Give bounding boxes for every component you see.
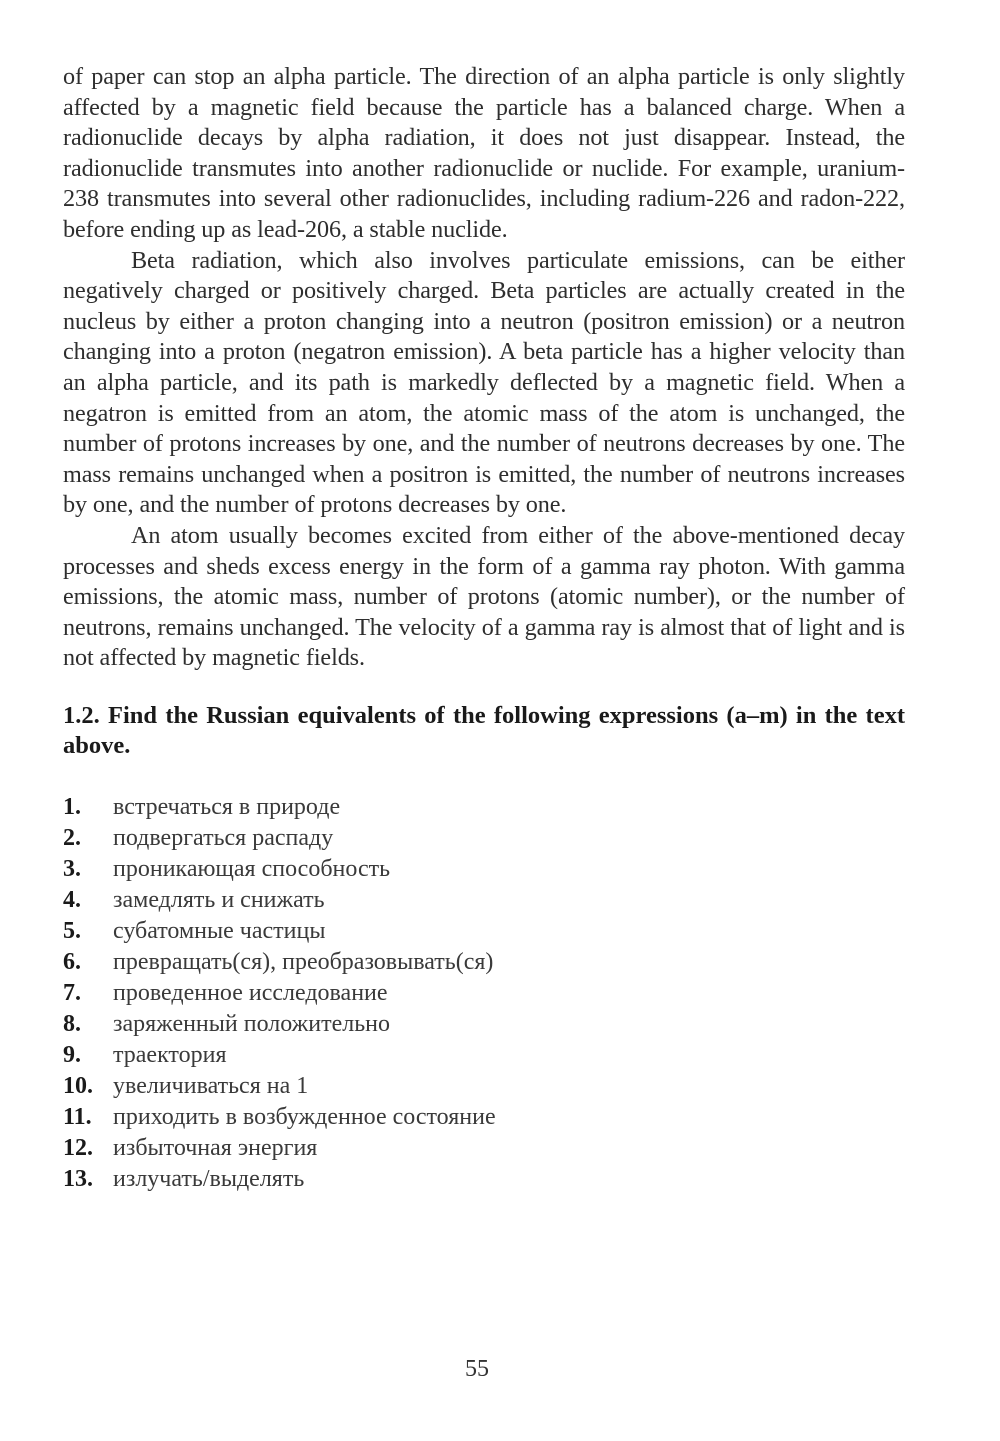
list-item: [63, 1009, 905, 1040]
list-item: [63, 1040, 905, 1071]
paragraph-gamma-radiation: An atom usually becomes excited from either of the above-mentioned decay processes and sheds excess energy in the form of a gamma ray photon. With gamma emissions, the atomic mass, number of protons (atomic number), or the number of neutrons, remains unchanged. The velocity of a gamma ray is almost that of light and is not affected by magnetic fields.: [63, 521, 905, 672]
item-text: проникающая способность: [113, 855, 391, 882]
item-number: 11.: [63, 1103, 92, 1130]
item-text: встречаться в природе: [113, 793, 341, 820]
exercise-heading: 1.2. Find the Russian equivalents of the following expressions (a–m) in the text above.: [63, 701, 905, 760]
item-text: излучать/выделять: [113, 1165, 305, 1192]
item-number: 2.: [63, 824, 81, 851]
paragraph-beta-radiation: Beta radiation, which also involves particulate emissions, can be either negatively charged or positively charged. Beta particles are actually created in the nucleus by either a proton changing into a neutron (positron emission) or a neutron changing into a proton (negatron emission). A beta particle has a higher velocity than an alpha particle, and its path is markedly deflected by a magnetic field. When a negatron is emitted from an atom, the atomic mass of the atom is unchanged, the number of protons increases by one, and the number of neutrons decreases by one. The mass remains unchanged when a positron is emitted, the number of neutrons increases by one, and the number of protons decreases by one.: [63, 246, 905, 519]
item-text: субатомные частицы: [113, 917, 326, 944]
list-item: [63, 978, 905, 1009]
item-text: заряженный положительно: [113, 1010, 390, 1037]
item-text: проведенное исследование: [113, 979, 388, 1006]
vocabulary-list: [63, 792, 905, 1195]
item-number: 4.: [63, 886, 81, 913]
list-item: [63, 916, 905, 947]
page-content: [63, 62, 905, 1195]
list-item: [63, 854, 905, 885]
item-number: 12.: [63, 1134, 93, 1161]
list-item: [63, 792, 905, 823]
item-number: 8.: [63, 1010, 81, 1037]
item-number: 13.: [63, 1165, 93, 1192]
paragraph-alpha-radiation: of paper can stop an alpha particle. The direction of an alpha particle is only slightly affected by a magnetic field because the particle has a balanced charge. When a radionuclide decays by alpha radiation, it does not just disappear. Instead, the radionuclide transmutes into another radionuclide or nuclide. For example, uranium-238 transmutes into several other radionuclides, including radium-226 and radon-222, before ending up as lead-206, a stable nuclide.: [63, 63, 905, 243]
item-text: приходить в возбужденное состояние: [113, 1103, 496, 1130]
item-text: подвергаться распаду: [113, 824, 334, 851]
list-item: [63, 947, 905, 978]
item-number: 5.: [63, 917, 81, 944]
item-number: 6.: [63, 948, 81, 975]
list-item: [63, 1133, 905, 1164]
list-item: [63, 1164, 905, 1195]
page-number: 55: [465, 1356, 489, 1382]
item-number: 9.: [63, 1041, 81, 1068]
item-number: 1.: [63, 793, 81, 820]
item-number: 10.: [63, 1072, 93, 1099]
item-text: увеличиваться на 1: [113, 1072, 309, 1099]
item-text: превращать(ся), преобразовывать(ся): [113, 948, 494, 975]
list-item: [63, 885, 905, 916]
item-text: избыточная энергия: [113, 1134, 318, 1161]
item-number: 3.: [63, 855, 81, 882]
list-item: [63, 823, 905, 854]
list-item: [63, 1102, 905, 1133]
item-number: 7.: [63, 979, 81, 1006]
item-text: замедлять и снижать: [113, 886, 325, 913]
item-text: траектория: [113, 1041, 227, 1068]
list-item: [63, 1071, 905, 1102]
